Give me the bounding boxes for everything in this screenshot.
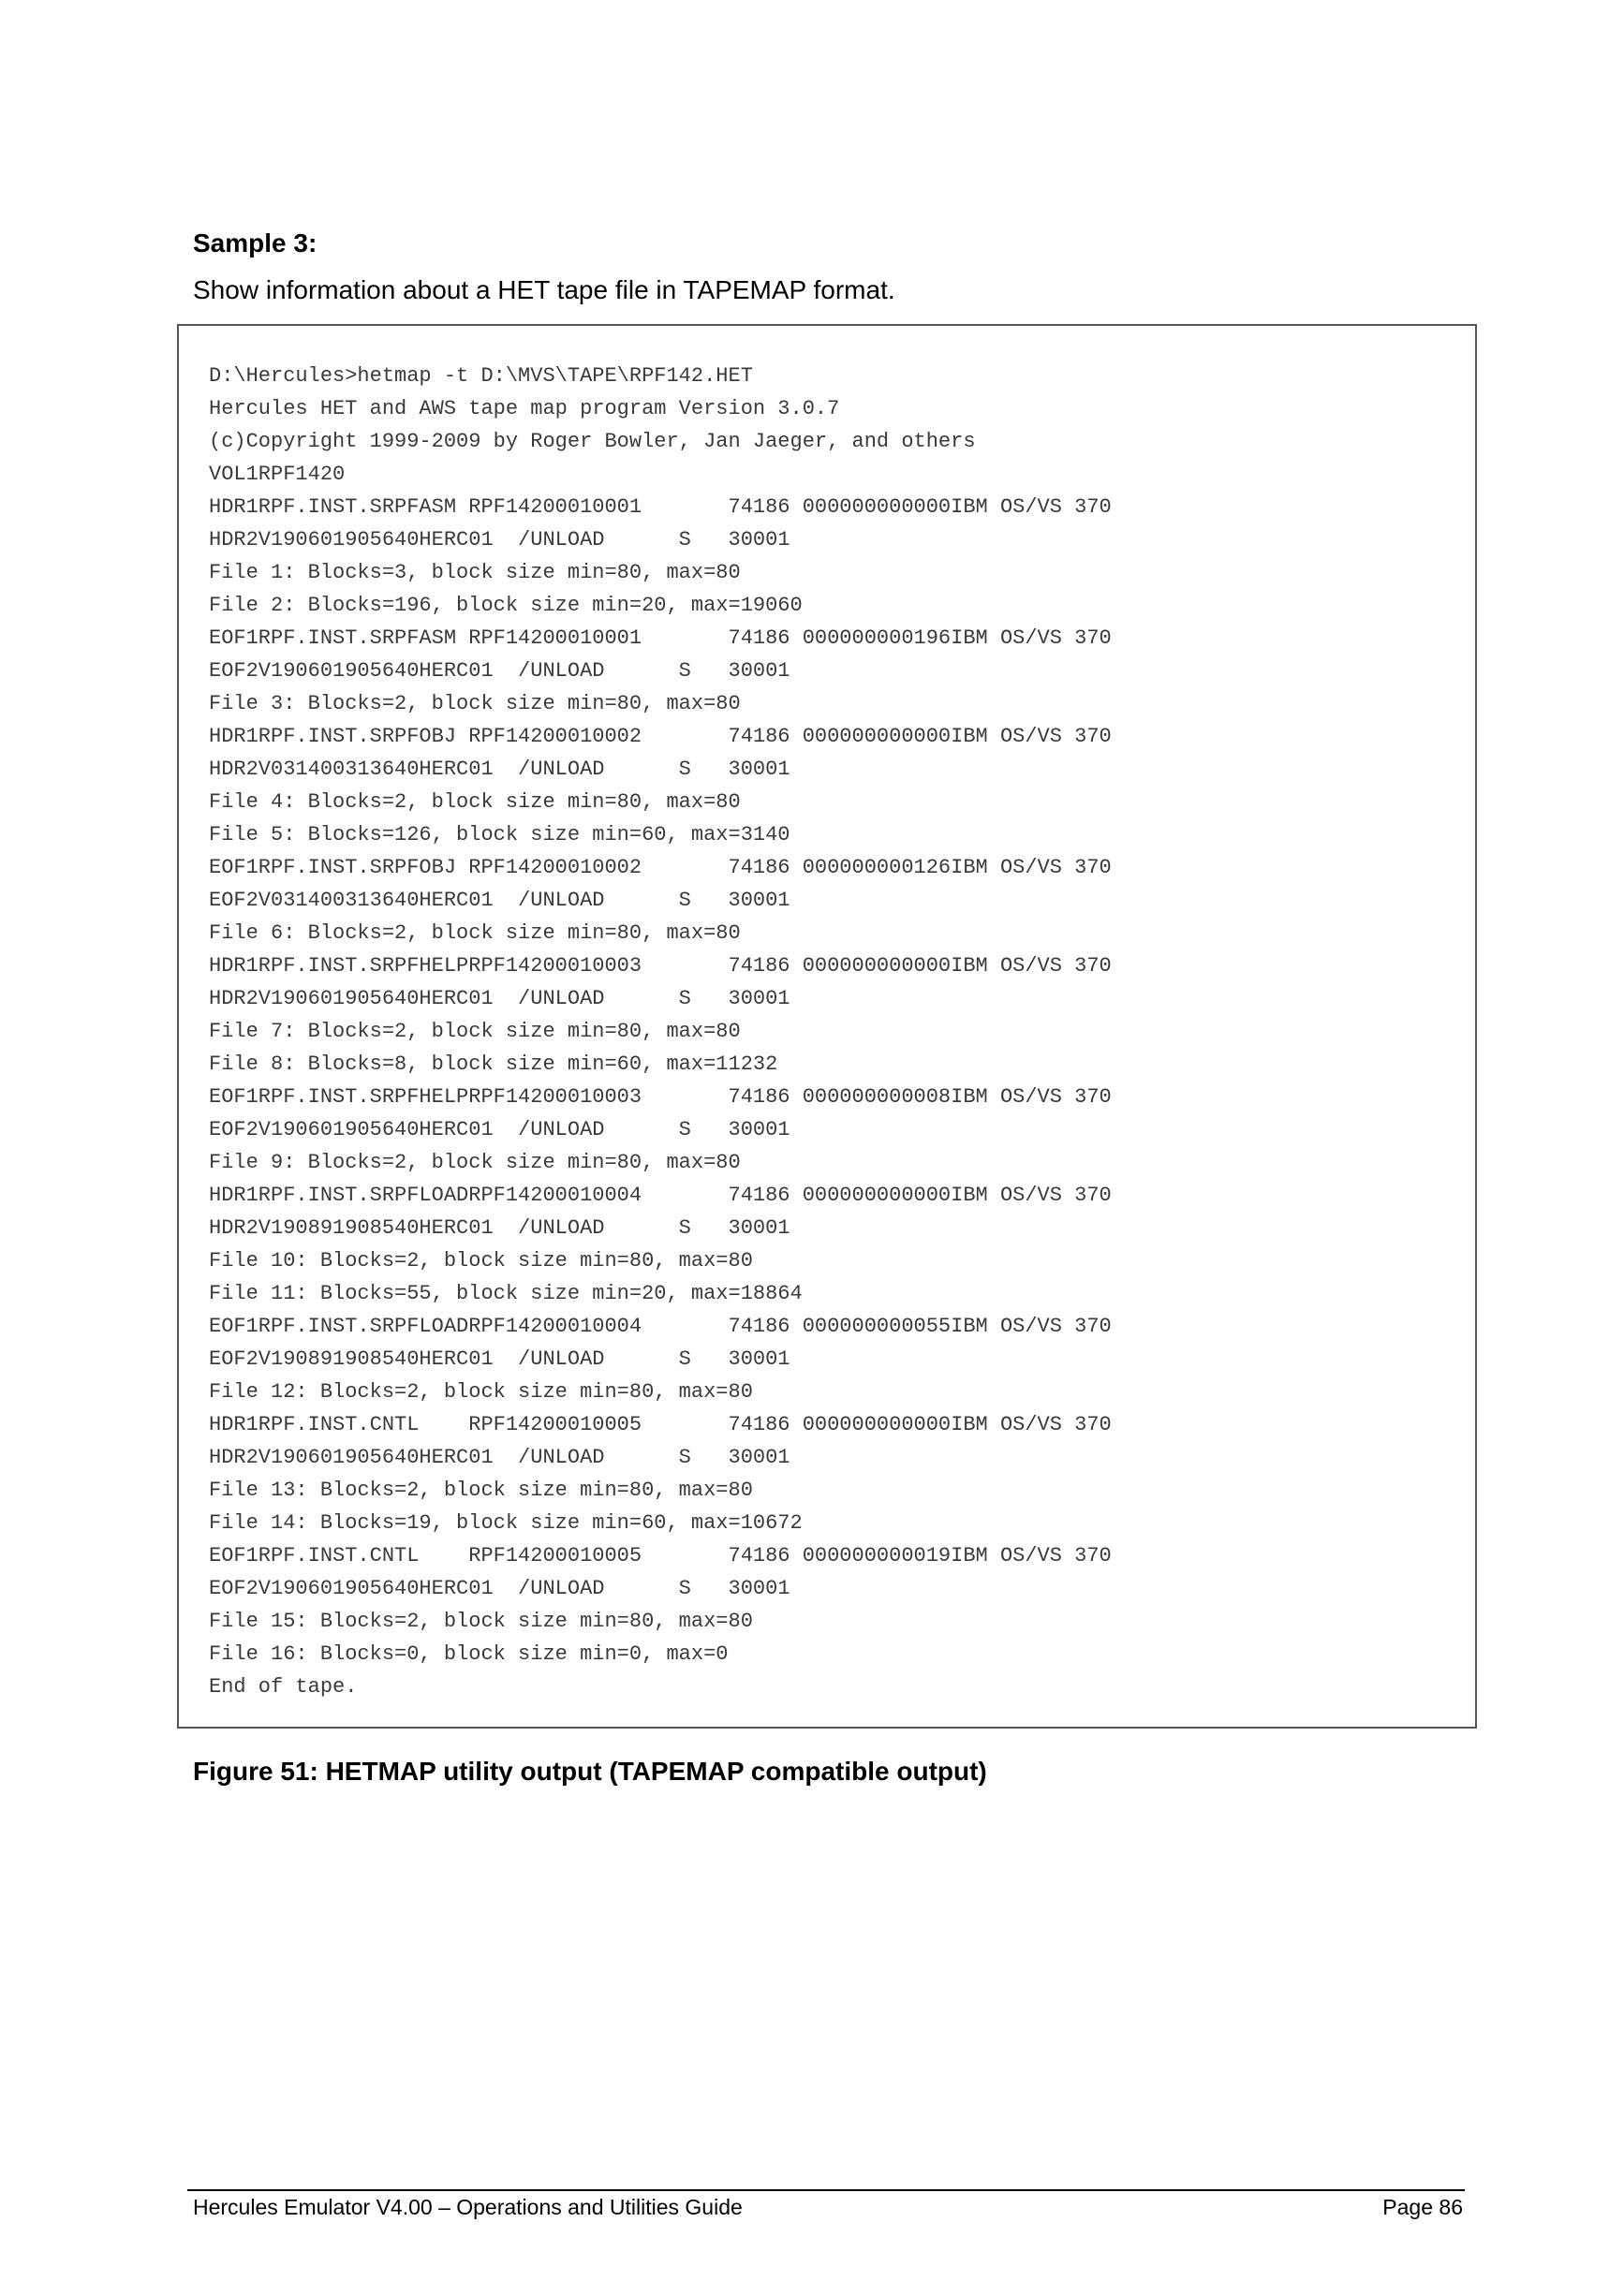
sample-heading: Sample 3:: [193, 228, 317, 258]
footer-rule: [187, 2189, 1465, 2191]
code-line: D:\Hercules>hetmap -t D:\MVS\TAPE\RPF142.HET: [209, 364, 753, 388]
code-listing-box: [177, 324, 1477, 1729]
code-line: EOF2V190601905640HERC01 /UNLOAD S 30001: [209, 1577, 790, 1600]
code-line: File 16: Blocks=0, block size min=0, max=0: [209, 1642, 729, 1666]
code-line: HDR2V190891908540HERC01 /UNLOAD S 30001: [209, 1216, 790, 1240]
code-line: (c)Copyright 1999-2009 by Roger Bowler, Jan Jaeger, and others: [209, 430, 976, 453]
code-line: File 7: Blocks=2, block size min=80, max=80: [209, 1020, 741, 1043]
code-line: HDR1RPF.INST.SRPFASM RPF14200010001 74186 000000000000IBM OS/VS 370: [209, 495, 1112, 519]
code-line: EOF2V190601905640HERC01 /UNLOAD S 30001: [209, 659, 790, 683]
figure-caption: Figure 51: HETMAP utility output (TAPEMAP compatible output): [193, 1757, 987, 1786]
footer-document-title: Hercules Emulator V4.00 – Operations and Utilities Guide: [193, 2195, 743, 2219]
code-line: HDR2V031400313640HERC01 /UNLOAD S 30001: [209, 758, 790, 781]
code-line: File 8: Blocks=8, block size min=60, max=11232: [209, 1052, 778, 1076]
code-line: HDR1RPF.INST.SRPFOBJ RPF14200010002 74186 000000000000IBM OS/VS 370: [209, 725, 1112, 748]
code-line: File 14: Blocks=19, block size min=60, max=10672: [209, 1511, 803, 1535]
code-line: End of tape.: [209, 1675, 358, 1699]
code-line: HDR1RPF.INST.CNTL RPF14200010005 74186 000000000000IBM OS/VS 370: [209, 1413, 1112, 1436]
code-line: HDR2V190601905640HERC01 /UNLOAD S 30001: [209, 987, 790, 1010]
code-line: EOF1RPF.INST.SRPFOBJ RPF14200010002 74186 000000000126IBM OS/VS 370: [209, 856, 1112, 879]
code-line: HDR1RPF.INST.SRPFLOADRPF14200010004 74186 000000000000IBM OS/VS 370: [209, 1184, 1112, 1207]
code-line: File 3: Blocks=2, block size min=80, max=80: [209, 692, 741, 715]
code-line: File 1: Blocks=3, block size min=80, max=80: [209, 561, 741, 584]
code-line: EOF1RPF.INST.SRPFLOADRPF14200010004 74186 000000000055IBM OS/VS 370: [209, 1315, 1112, 1338]
code-line: File 6: Blocks=2, block size min=80, max=80: [209, 921, 741, 945]
code-line: EOF1RPF.INST.CNTL RPF14200010005 74186 000000000019IBM OS/VS 370: [209, 1544, 1112, 1567]
code-line: EOF2V190891908540HERC01 /UNLOAD S 30001: [209, 1347, 790, 1371]
code-listing: [209, 360, 1112, 1703]
code-line: EOF2V031400313640HERC01 /UNLOAD S 30001: [209, 889, 790, 912]
intro-text: Show information about a HET tape file in TAPEMAP format.: [193, 275, 895, 304]
code-line: EOF1RPF.INST.SRPFASM RPF14200010001 74186 000000000196IBM OS/VS 370: [209, 626, 1112, 650]
code-line: File 13: Blocks=2, block size min=80, max=80: [209, 1479, 753, 1502]
code-line: File 5: Blocks=126, block size min=60, max=3140: [209, 823, 790, 846]
footer-page-number: Page 86: [1382, 2195, 1463, 2219]
code-line: HDR2V190601905640HERC01 /UNLOAD S 30001: [209, 1446, 790, 1469]
code-line: File 9: Blocks=2, block size min=80, max=80: [209, 1151, 741, 1174]
code-line: EOF1RPF.INST.SRPFHELPRPF14200010003 74186 000000000008IBM OS/VS 370: [209, 1085, 1112, 1109]
code-line: VOL1RPF1420: [209, 463, 346, 486]
code-line: File 12: Blocks=2, block size min=80, max=80: [209, 1380, 753, 1404]
code-line: File 15: Blocks=2, block size min=80, max=80: [209, 1610, 753, 1633]
code-line: File 10: Blocks=2, block size min=80, max=80: [209, 1249, 753, 1273]
code-line: EOF2V190601905640HERC01 /UNLOAD S 30001: [209, 1118, 790, 1141]
code-line: Hercules HET and AWS tape map program Version 3.0.7: [209, 397, 840, 420]
code-line: File 11: Blocks=55, block size min=20, max=18864: [209, 1282, 803, 1305]
code-line: HDR1RPF.INST.SRPFHELPRPF14200010003 74186 000000000000IBM OS/VS 370: [209, 954, 1112, 978]
code-line: HDR2V190601905640HERC01 /UNLOAD S 30001: [209, 528, 790, 552]
code-line: File 4: Blocks=2, block size min=80, max=80: [209, 790, 741, 814]
code-line: File 2: Blocks=196, block size min=20, max=19060: [209, 594, 803, 617]
